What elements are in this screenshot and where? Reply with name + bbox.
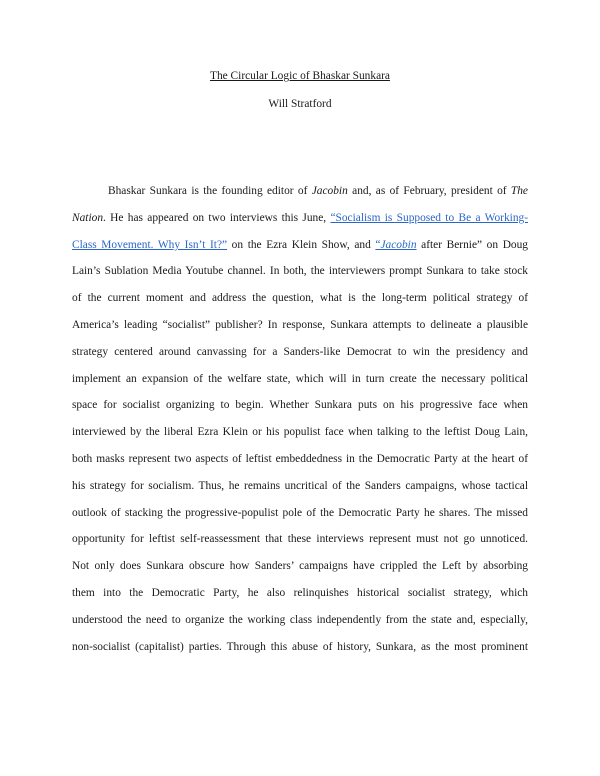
paragraph-line: opportunity for leftist self-reassessment that these interviews represent must not go unnoticed. (72, 533, 528, 546)
paragraph-line: understood the need to organize the working class independently from the state and, especially, (72, 613, 528, 626)
publication-name: Jacobin (311, 185, 348, 197)
publication-name: Nation (72, 211, 104, 224)
text-run: . He has appeared on two interviews this June, (103, 211, 331, 224)
paragraph-line: implement an expansion of the welfare state, which will in turn create the necessary political (72, 372, 528, 385)
paragraph-line: Lain’s Sublation Media Youtube channel. In both, the interviewers prompt Sunkara to take stock (72, 265, 528, 278)
interview-link-ezra-klein-continued[interactable]: Class Movement. Why Isn’t It?” (72, 238, 228, 251)
body-paragraph (72, 178, 528, 660)
paragraph-line: Not only does Sunkara obscure how Sanders’ campaigns have crippled the Left by absorbing (72, 560, 528, 573)
paragraph-line: them into the Democratic Party, he also relinquishes historical socialist strategy, which (72, 586, 528, 599)
link-quote: “ (375, 238, 381, 251)
paragraph-line (72, 232, 528, 259)
interview-link-jacobin-after-bernie[interactable] (375, 239, 416, 251)
paragraph-line (72, 205, 528, 232)
paragraph-line: space for socialist organizing to begin. Whether Sunkara puts on his progressive face when (72, 399, 528, 412)
paragraph-line (72, 178, 528, 205)
text-run: and, as of February, president of (347, 185, 511, 197)
text-run: after Bernie” on Doug (416, 238, 529, 251)
paragraph-line: America’s leading “socialist” publisher? In response, Sunkara attempts to delineate a plausible (72, 318, 528, 331)
document-title: The Circular Logic of Bhaskar Sunkara (210, 70, 390, 82)
paragraph-line: outlook of stacking the progressive-populist pole of the Democratic Party he shares. The missed (72, 506, 528, 519)
paragraph-line: of the current moment and address the question, what is the long-term political strategy of (72, 292, 528, 305)
text-run: Bhaskar Sunkara is the founding editor of (108, 185, 312, 197)
paragraph-line: his strategy for socialism. Thus, he remains uncritical of the Sanders campaigns, whose tactical (72, 479, 528, 492)
document-author: Will Stratford (268, 98, 332, 110)
paragraph-line: non-socialist (capitalist) parties. Through this abuse of history, Sunkara, as the most prominent (72, 640, 528, 653)
publication-name: The (510, 185, 528, 197)
interview-link-ezra-klein[interactable]: “Socialism is Supposed to Be a Working- (330, 211, 529, 224)
paragraph-line: strategy centered around canvassing for a Sanders-like Democrat to win the presidency and (72, 345, 528, 358)
paragraph-line: both masks represent two aspects of leftist embeddedness in the Democratic Party at the heart of (72, 452, 528, 465)
text-run: on the Ezra Klein Show, and (227, 238, 376, 251)
publication-name: Jacobin (380, 238, 417, 251)
paragraph-line: interviewed by the liberal Ezra Klein or his populist face when talking to the leftist Doug Lain, (72, 426, 528, 439)
